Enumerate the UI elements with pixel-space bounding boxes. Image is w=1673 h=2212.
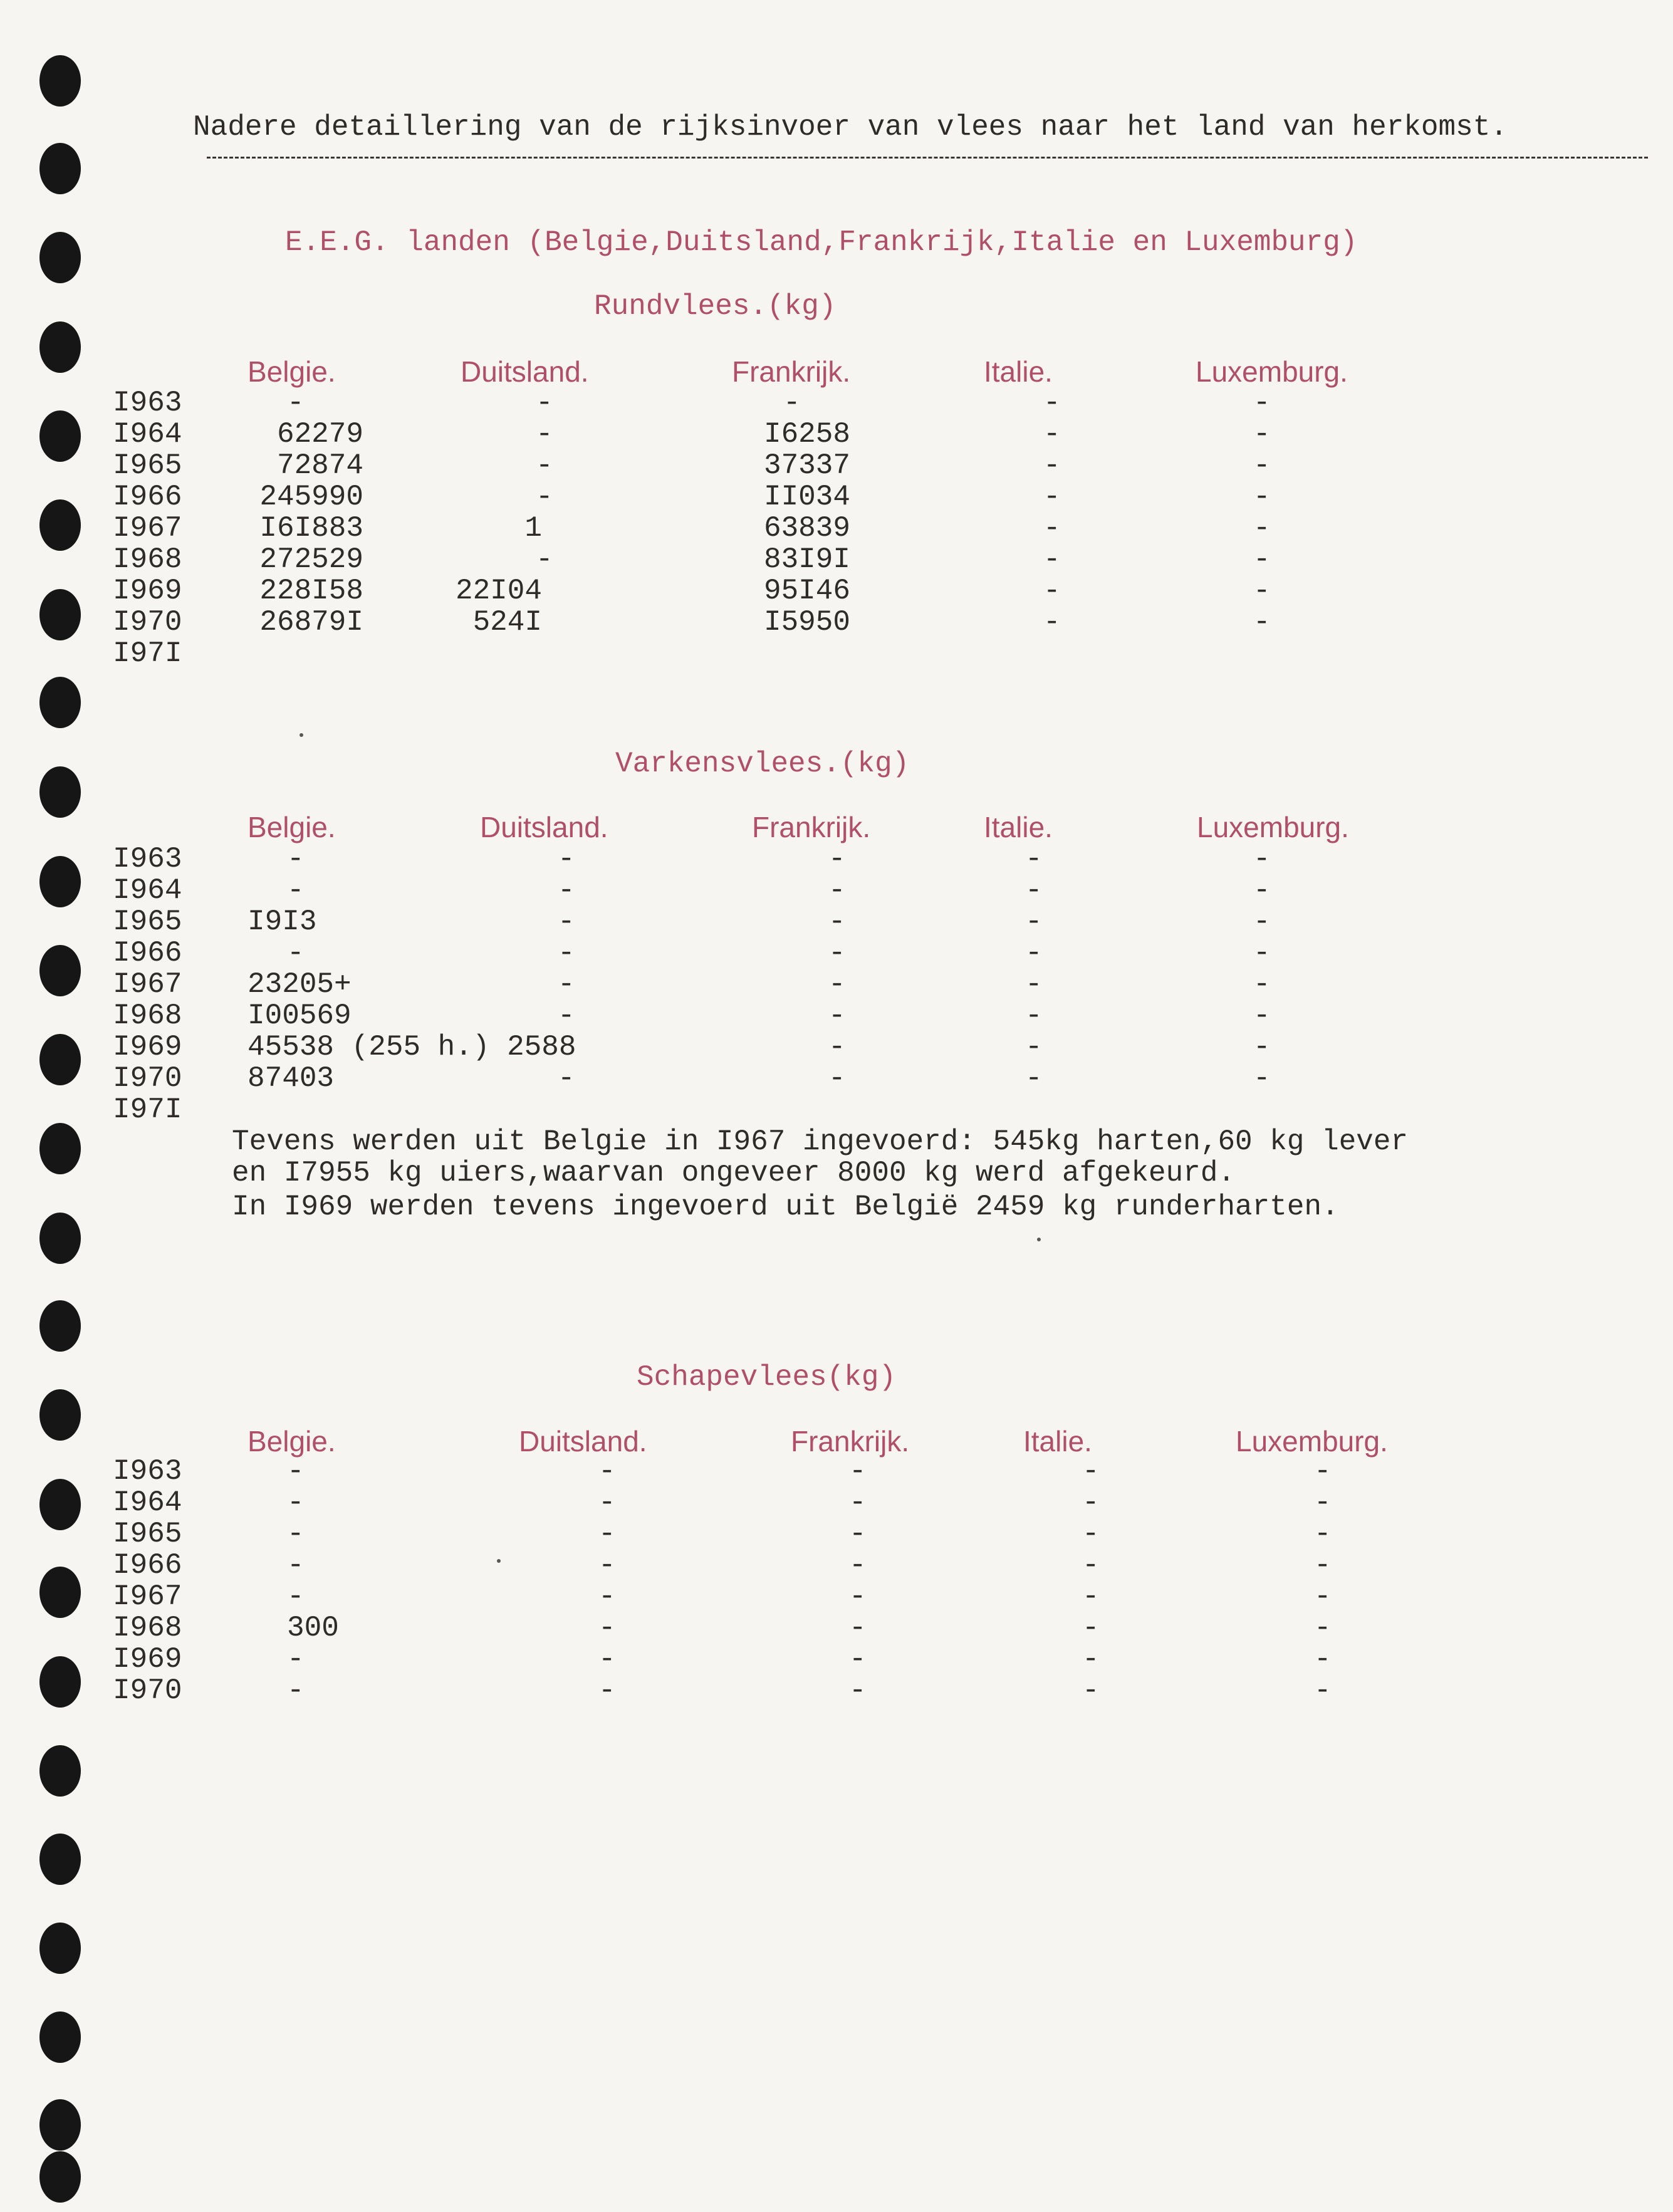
table-cell: -	[1043, 481, 1061, 513]
table-cell: -	[1082, 1455, 1100, 1488]
table-cell: -	[828, 843, 846, 875]
table-cell: 45538 (255 h.) 2588	[248, 1031, 576, 1063]
table-cell: -	[828, 1062, 846, 1095]
table-cell: -	[287, 1455, 305, 1488]
table-cell: -	[598, 1518, 616, 1550]
page-title: Nadere detaillering van de rijksinvoer van vlees naar het land van herkomst.	[193, 111, 1508, 143]
table-cell: -	[287, 937, 305, 969]
varkens-note-1: Tevens werden uit Belgie in I967 ingevoerd: 545kg harten,60 kg lever	[232, 1125, 1409, 1158]
table-cell: -	[828, 999, 846, 1032]
table-cell: 228I58	[259, 575, 363, 607]
table-cell: -	[1253, 512, 1271, 545]
column-header: Frankrijk.	[791, 1425, 910, 1458]
row-year: I965	[113, 449, 182, 482]
table-cell: -	[849, 1643, 867, 1676]
table-cell: I6I883	[259, 512, 363, 545]
table-cell: -	[1314, 1580, 1332, 1613]
table-cell: -	[1043, 418, 1061, 451]
column-header: Luxemburg.	[1197, 811, 1349, 843]
table-cell: -	[536, 387, 553, 419]
table-cell: -	[1314, 1612, 1332, 1644]
column-header: Duitsland.	[519, 1425, 647, 1458]
table-cell: 245990	[259, 481, 363, 513]
binder-hole	[39, 499, 81, 551]
table-cell: -	[1082, 1612, 1100, 1644]
binder-hole	[39, 321, 81, 373]
row-year: I968	[113, 543, 182, 576]
table-cell: -	[536, 449, 553, 482]
table-cell: -	[558, 937, 575, 969]
table-cell: -	[1253, 449, 1271, 482]
table-cell: -	[849, 1612, 867, 1644]
table-cell: -	[1253, 1062, 1271, 1095]
column-header: Belgie.	[248, 355, 336, 388]
table-cell: 72874	[276, 449, 363, 482]
table-cell: -	[828, 874, 846, 907]
table-cell: -	[1025, 937, 1043, 969]
table-cell: -	[558, 843, 575, 875]
binder-hole	[39, 945, 81, 996]
varkens-note-3: In I969 werden tevens ingevoerd uit België 2459 kg runderharten.	[232, 1191, 1339, 1223]
table-cell: -	[287, 1518, 305, 1550]
table-cell: -	[1082, 1580, 1100, 1613]
table-cell: II034	[763, 481, 850, 513]
table-cell: -	[1025, 874, 1043, 907]
column-header: Duitsland.	[461, 355, 589, 388]
table-cell: -	[598, 1580, 616, 1613]
table-cell: -	[1314, 1549, 1332, 1582]
table-cell: -	[849, 1580, 867, 1613]
binder-hole	[39, 1389, 81, 1441]
table-cell: -	[828, 937, 846, 969]
row-year: I970	[113, 1062, 182, 1095]
table-cell: -	[1043, 606, 1061, 639]
table-cell: -	[536, 481, 553, 513]
table-cell: -	[1314, 1643, 1332, 1676]
schape-heading: Schapevlees(kg)	[637, 1361, 897, 1394]
table-cell: -	[1025, 968, 1043, 1001]
table-cell: -	[287, 1549, 305, 1582]
table-cell: -	[1082, 1518, 1100, 1550]
table-cell: -	[1253, 843, 1271, 875]
table-cell: -	[1025, 905, 1043, 938]
row-year: I965	[113, 905, 182, 938]
table-cell: -	[1253, 968, 1271, 1001]
table-cell: -	[828, 968, 846, 1001]
table-cell: 23205+	[248, 968, 352, 1001]
binder-hole	[39, 2151, 81, 2203]
table-cell: -	[1043, 449, 1061, 482]
table-cell: -	[287, 387, 305, 419]
row-year: I964	[113, 1486, 182, 1519]
column-header: Belgie.	[248, 1425, 336, 1458]
binder-hole	[39, 410, 81, 462]
table-cell: -	[828, 905, 846, 938]
table-cell: -	[287, 1580, 305, 1613]
binder-hole	[39, 2099, 81, 2151]
column-header: Belgie.	[248, 811, 336, 843]
binder-hole	[39, 856, 81, 907]
table-cell: I9I3	[248, 905, 317, 938]
table-cell: -	[1253, 387, 1271, 419]
binder-hole	[39, 143, 81, 194]
table-cell: -	[1253, 418, 1271, 451]
row-year: I966	[113, 481, 182, 513]
table-cell: -	[287, 874, 305, 907]
row-year: I965	[113, 1518, 182, 1550]
row-year: I968	[113, 1612, 182, 1644]
table-cell: -	[1253, 543, 1271, 576]
table-cell: -	[1043, 387, 1061, 419]
table-cell: 83I9I	[763, 543, 850, 576]
row-year: I966	[113, 937, 182, 969]
table-cell: -	[1253, 874, 1271, 907]
table-cell: -	[536, 543, 553, 576]
table-cell: -	[558, 905, 575, 938]
table-cell: -	[558, 968, 575, 1001]
binder-hole	[39, 1034, 81, 1085]
column-header: Luxemburg.	[1196, 355, 1348, 388]
table-cell: -	[287, 1486, 305, 1519]
row-year: I963	[113, 843, 182, 875]
table-cell: 95I46	[763, 575, 850, 607]
table-cell: -	[849, 1486, 867, 1519]
binder-hole	[39, 1123, 81, 1174]
binder-hole	[39, 1567, 81, 1618]
binder-hole	[39, 1213, 81, 1264]
table-cell: -	[598, 1643, 616, 1676]
binder-hole	[39, 1479, 81, 1530]
binder-hole	[39, 1922, 81, 1974]
rund-heading: Rundvlees.(kg)	[594, 290, 836, 323]
table-cell: 524I	[472, 606, 542, 639]
row-year: I964	[113, 418, 182, 451]
column-header: Italie.	[984, 811, 1053, 843]
table-cell: 63839	[763, 512, 850, 545]
varkens-heading: Varkensvlees.(kg)	[615, 748, 910, 780]
row-year: I963	[113, 387, 182, 419]
binder-hole	[39, 1656, 81, 1708]
row-year: I969	[113, 575, 182, 607]
table-cell: -	[1082, 1549, 1100, 1582]
row-year: I969	[113, 1643, 182, 1676]
table-cell: -	[849, 1674, 867, 1707]
table-cell: -	[1253, 575, 1271, 607]
table-cell: -	[287, 1643, 305, 1676]
table-cell: -	[1253, 905, 1271, 938]
table-cell: -	[598, 1486, 616, 1519]
table-cell: -	[558, 999, 575, 1032]
table-cell: I6258	[763, 418, 850, 451]
table-cell: -	[1082, 1643, 1100, 1676]
table-cell: -	[1314, 1455, 1332, 1488]
table-cell: -	[849, 1455, 867, 1488]
column-header: Italie.	[984, 355, 1053, 388]
table-cell: -	[1253, 606, 1271, 639]
table-cell: -	[1253, 481, 1271, 513]
binder-hole	[39, 1745, 81, 1797]
paper-speck	[497, 1559, 501, 1563]
row-year: I968	[113, 999, 182, 1032]
column-header: Frankrijk.	[732, 355, 851, 388]
table-cell: -	[1043, 512, 1061, 545]
row-year: I966	[113, 1549, 182, 1582]
table-cell: -	[558, 874, 575, 907]
table-cell: -	[598, 1674, 616, 1707]
row-year: I97I	[113, 1093, 182, 1126]
table-cell: -	[849, 1549, 867, 1582]
table-cell: 87403	[248, 1062, 335, 1095]
binder-hole	[39, 1834, 81, 1885]
table-cell: -	[287, 1674, 305, 1707]
table-cell: -	[1253, 1031, 1271, 1063]
column-header: Luxemburg.	[1236, 1425, 1388, 1458]
table-cell: I00569	[248, 999, 352, 1032]
varkens-note-2: en I7955 kg uiers,waarvan ongeveer 8000 kg werd afgekeurd.	[232, 1157, 1236, 1189]
table-cell: -	[783, 387, 801, 419]
table-cell: -	[1082, 1674, 1100, 1707]
table-cell: 300	[287, 1612, 339, 1644]
row-year: I963	[113, 1455, 182, 1488]
binder-hole	[39, 232, 81, 283]
binder-hole	[39, 589, 81, 640]
binder-hole	[39, 55, 81, 107]
table-cell: -	[1314, 1674, 1332, 1707]
table-cell: 62279	[276, 418, 363, 451]
table-cell: -	[1025, 1031, 1043, 1063]
table-cell: -	[1025, 843, 1043, 875]
table-cell: -	[1043, 543, 1061, 576]
table-cell: 1	[524, 512, 542, 545]
binder-hole	[39, 1300, 81, 1352]
paper-speck	[1037, 1238, 1041, 1241]
binder-hole	[39, 677, 81, 728]
column-header: Italie.	[1023, 1425, 1092, 1458]
table-cell: -	[1025, 999, 1043, 1032]
table-cell: -	[1025, 1062, 1043, 1095]
row-year: I967	[113, 512, 182, 545]
table-cell: I5950	[763, 606, 850, 639]
title-underline	[207, 157, 1648, 159]
row-year: I964	[113, 874, 182, 907]
table-cell: -	[558, 1062, 575, 1095]
table-cell: -	[1082, 1486, 1100, 1519]
table-cell: -	[1314, 1518, 1332, 1550]
row-year: I970	[113, 1674, 182, 1707]
table-cell: -	[1043, 575, 1061, 607]
table-cell: 37337	[763, 449, 850, 482]
table-cell: -	[536, 418, 553, 451]
table-cell: -	[598, 1612, 616, 1644]
row-year: I97I	[113, 637, 182, 670]
table-cell: -	[828, 1031, 846, 1063]
table-cell: 26879I	[259, 606, 363, 639]
row-year: I970	[113, 606, 182, 639]
binder-hole	[39, 2011, 81, 2063]
eeg-subtitle: E.E.G. landen (Belgie,Duitsland,Frankrijk,Italie en Luxemburg)	[285, 226, 1358, 259]
table-cell: 272529	[259, 543, 363, 576]
table-cell: -	[598, 1549, 616, 1582]
row-year: I969	[113, 1031, 182, 1063]
table-cell: 22I04	[455, 575, 542, 607]
row-year: I967	[113, 968, 182, 1001]
table-cell: -	[287, 843, 305, 875]
table-cell: -	[849, 1518, 867, 1550]
column-header: Frankrijk.	[752, 811, 871, 843]
table-cell: -	[1253, 999, 1271, 1032]
table-cell: -	[1253, 937, 1271, 969]
table-cell: -	[598, 1455, 616, 1488]
table-cell: -	[1314, 1486, 1332, 1519]
binder-hole	[39, 766, 81, 818]
paper-speck	[300, 733, 303, 737]
column-header: Duitsland.	[480, 811, 608, 843]
row-year: I967	[113, 1580, 182, 1613]
